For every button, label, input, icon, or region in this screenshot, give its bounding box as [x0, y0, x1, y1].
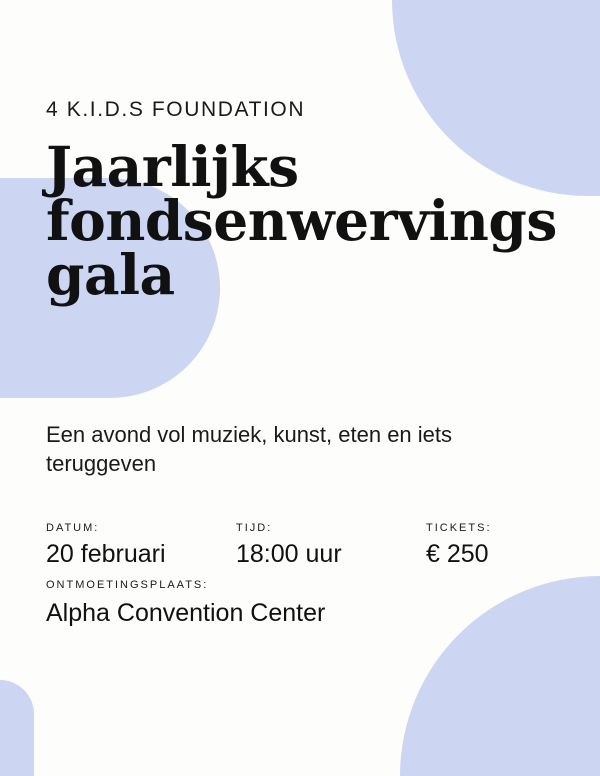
detail-venue-value: Alpha Convention Center [46, 599, 326, 628]
detail-date-value: 20 februari [46, 539, 166, 568]
event-description: Een avond vol muziek, kunst, eten en iets teruggeven [46, 421, 453, 476]
detail-venue-label: ONTMOETINGSPLAATS: [46, 579, 209, 592]
detail-tickets [426, 522, 586, 570]
event-details [46, 478, 554, 570]
page-title: Jaarlijks fondsenwervings gala [46, 134, 557, 307]
detail-venue [46, 569, 554, 629]
detail-tickets-value: € 250 [426, 539, 489, 568]
detail-time [236, 522, 426, 570]
decorative-shape-bottom-left [0, 680, 34, 776]
organization-name: 4 K.I.D.S FOUNDATION [46, 98, 306, 121]
detail-tickets-label: TICKETS: [426, 521, 492, 534]
detail-date [46, 522, 236, 570]
detail-time-label: TIJD: [236, 521, 273, 534]
detail-time-value: 18:00 uur [236, 539, 342, 568]
detail-date-label: DATUM: [46, 521, 100, 534]
